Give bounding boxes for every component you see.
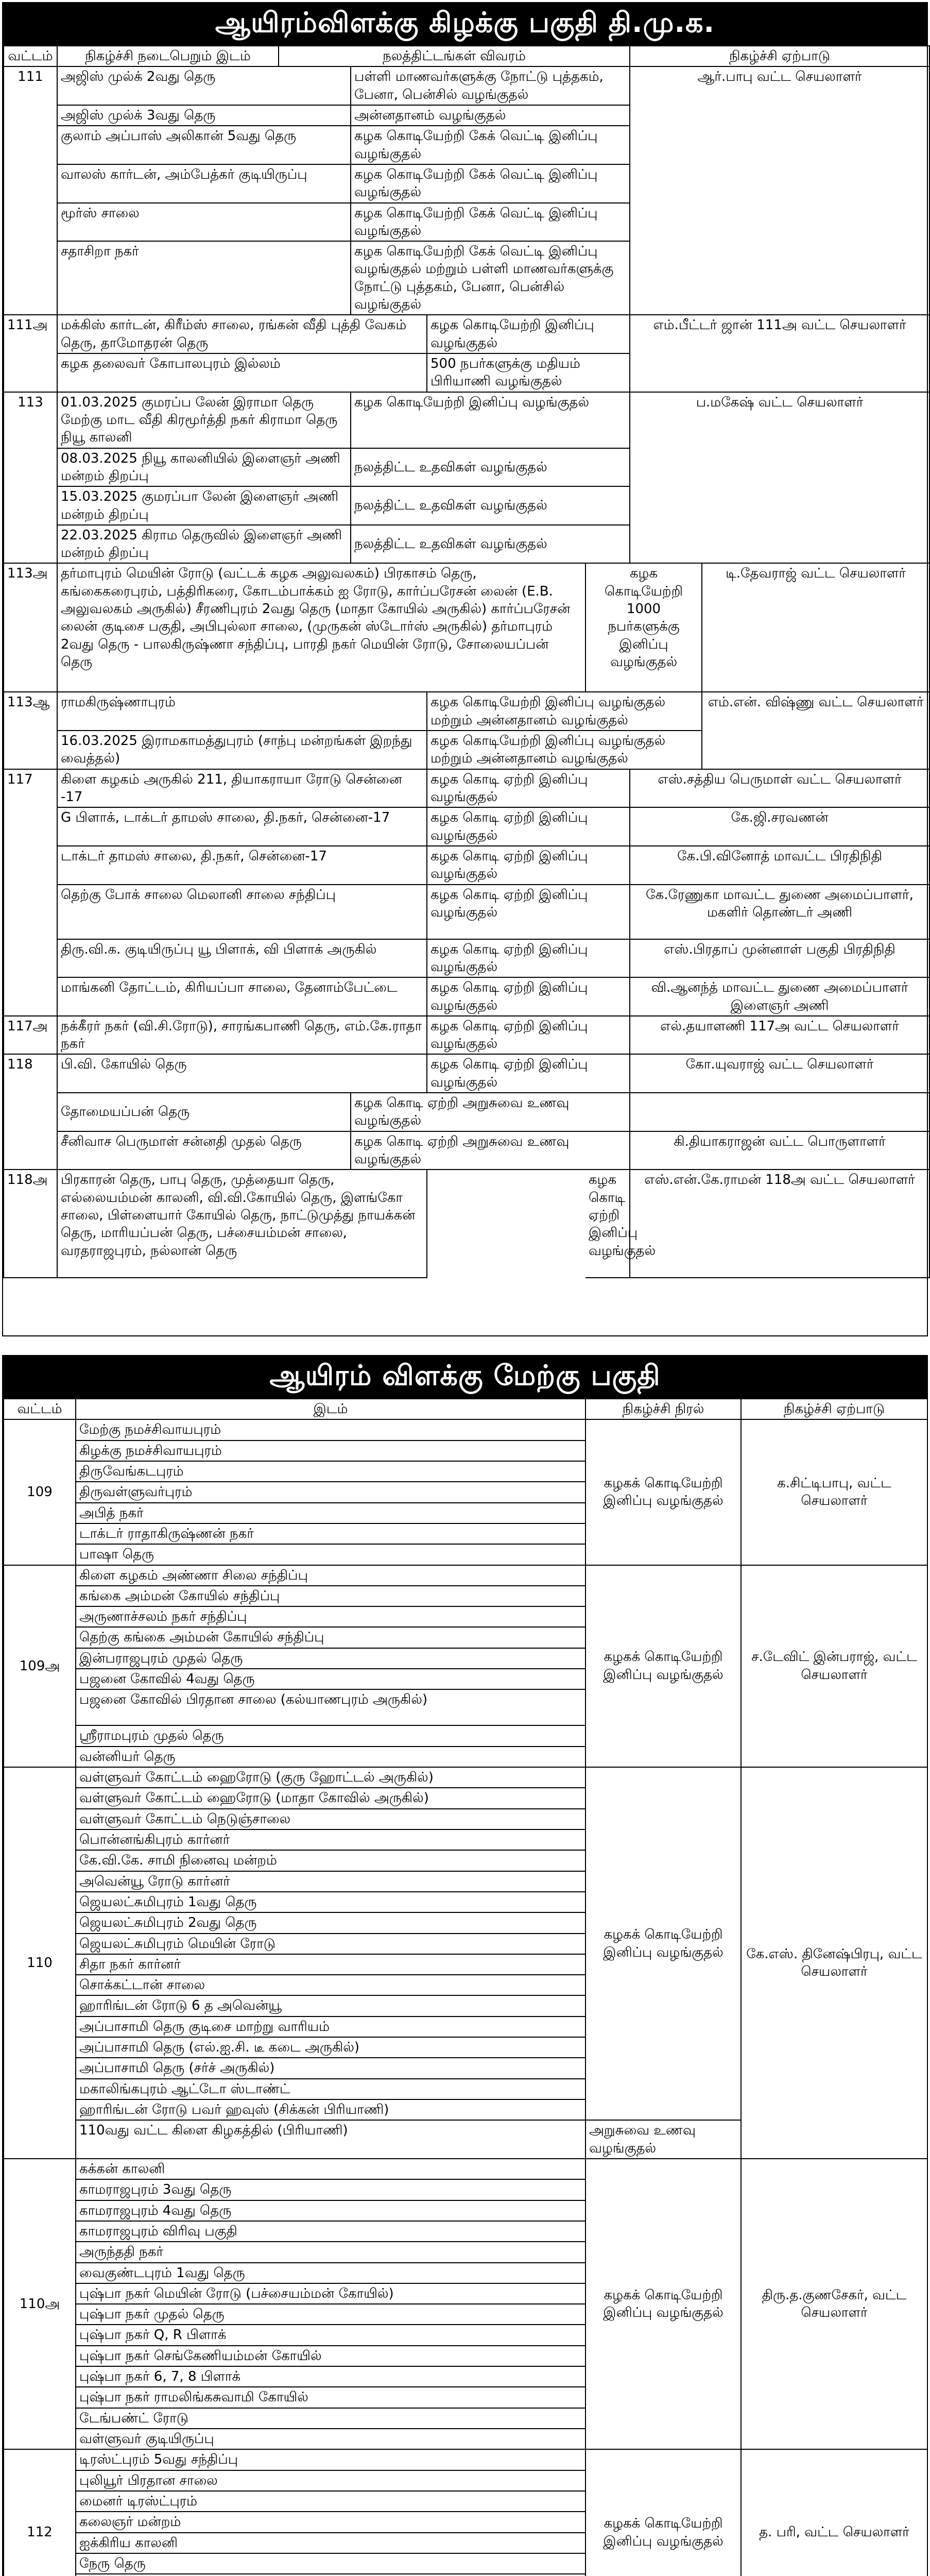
- spacer: [427, 1170, 585, 1278]
- place: பி.வி. கோயில் தெரு: [57, 1054, 427, 1093]
- organizer: கே.ஜி.சரவணன்: [630, 807, 929, 846]
- place: 08.03.2025 நியூ காலனியில் இளைஞர் அணி மன்றம் திறப்பு: [57, 448, 351, 487]
- scheme: கழக கொடியேற்றி கேக் வெட்டி இனிப்பு வழங்குதல்: [351, 126, 630, 164]
- scheme: கழக கொடி ஏற்றி இனிப்பு வழங்குதல்: [427, 1054, 630, 1093]
- table-row: [4, 1767, 927, 1788]
- place-cell: மேற்கு நமச்சிவாயபுரம்: [76, 1419, 585, 1440]
- place-cell: டிரஸ்ட்புரம் 5வது சந்திப்பு: [76, 2449, 585, 2470]
- place: ராமகிருஷ்ணாபுரம்: [57, 692, 427, 731]
- place-cell: புஷ்பா நகர் முதல் தெரு: [76, 2304, 585, 2325]
- ward-118: 118: [4, 1054, 57, 1170]
- place-cell: கக்கன் காலனி: [76, 2159, 585, 2179]
- place-cell: புலியூர் பிரதான சாலை: [76, 2470, 585, 2491]
- place: மாங்கனி தோட்டம், கிரியப்பா சாலை, தேனாம்பேட்டை: [57, 977, 427, 1016]
- scheme: கழக கொடியேற்றி இனிப்பு வழங்குதல்: [351, 392, 630, 448]
- place: தோமையப்பன் தெரு: [57, 1093, 351, 1131]
- place-cell: ஐக்கிரிய காலனி: [76, 2533, 585, 2553]
- header-place: நிகழ்ச்சி நடைபெறும் இடம்: [57, 46, 279, 66]
- program-cell: கழகக் கொடியேற்றி இனிப்பு வழங்குதல்: [585, 1565, 741, 1768]
- organizer-cell: ச.டேவிட் இன்பராஜ், வட்ட செயலாளர்: [741, 1565, 927, 1768]
- ward-113: 113: [4, 392, 57, 564]
- place-cell: நேரு தெரு: [76, 2553, 585, 2574]
- ward-111: 111: [4, 66, 57, 315]
- table-row: [4, 1054, 929, 1093]
- place-cell: பொன்னங்கிபுரம் கார்னர்: [76, 1829, 585, 1850]
- scheme: கழக கொடி ஏற்றி அறுசுவை உணவு வழங்குதல்: [351, 1131, 630, 1170]
- east-table: [3, 45, 930, 1278]
- place-cell: சிதா நகர் கார்னர்: [76, 1954, 585, 1975]
- place-cell: வைகுண்டபுரம் 1வது தெரு: [76, 2263, 585, 2283]
- place-cell: பஜனை கோவில் 4வது தெரு: [76, 1669, 585, 1689]
- organizer: எஸ்.என்.கே.ராமன் 118அ வட்ட செயலாளர்: [630, 1170, 929, 1278]
- place-cell: ஜெயலட்சுமிபுரம் 1வது தெரு: [76, 1892, 585, 1912]
- program-cell: கழகக் கொடியேற்றி இனிப்பு வழங்குதல்: [585, 2159, 741, 2449]
- table-row: [4, 1419, 927, 1440]
- place-cell: கே.வி.கே. சாமி நினைவு மன்றம்: [76, 1850, 585, 1871]
- place: 16.03.2025 இராமகாமத்துபுரம் (சாந்பு மன்றங்கள் இறந்து வைத்தல்): [57, 731, 427, 769]
- place-cell: திருவள்ளுவர்புரம்: [76, 1482, 585, 1502]
- organizer: எஸ்.சத்திய பெருமாள் வட்ட செயலாளர்: [630, 769, 929, 808]
- table-row: [4, 1170, 929, 1278]
- place-cell: அருணாச்சலம் நகர் சந்திப்பு: [76, 1606, 585, 1627]
- place-cell: கலைஞர் மன்றம்: [76, 2512, 585, 2532]
- place: அஜிஸ் முல்க் 3வது தெரு: [57, 105, 351, 126]
- place: தர்மாபுரம் மெயின் ரோடு (வட்டக் கழக அலுவலகம்) பிரகாசம் தெரு, கங்கைகரைபுரம், பத்திரிகரை, கோடம்பாக்கம் ஐ ரோடு, கார்ப்பரேசன் லைன் (E.B. அலுவலகம் அருகில்) சீரணிபுரம் 2வது தெரு (மாதா கோயில் அருகில்) கார்ப்பரேசன் லைன் குடிசை பகுதி, அபிபுல்லா சாலை, (முருகன் ஸ்டோர்ஸ் அருகில்) தர்மாபுரம் 2வது தெரு - பாலகிருஷ்ணா சந்திப்பு, பாரதி நகர் மெயின் ரோடு, சோலையப்பன் தெரு: [57, 563, 585, 692]
- place-cell: அபித் நகர்: [76, 1503, 585, 1523]
- place-cell: ஸ்ரீராமபுரம் முதல் தெரு: [76, 1725, 585, 1746]
- scheme: நலத்திட்ட உதவிகள் வழங்குதல்: [351, 448, 630, 487]
- ward-cell: 110: [4, 1767, 76, 2159]
- west-section: [2, 1355, 928, 2576]
- header-place: இடம்: [76, 1399, 585, 1419]
- program-cell: கழகக் கொடியேற்றி இனிப்பு வழங்குதல்: [585, 1419, 741, 1565]
- scheme: கழக கொடியேற்றி கேக் வெட்டி இனிப்பு வழங்குதல் மற்றும் பள்ளி மாணவர்களுக்கு நோட்டு புத்தகம், பேனா, பென்சில் வழங்குதல்: [351, 241, 630, 315]
- program-cell: அறுசுவை உணவு வழங்குதல்: [585, 2120, 741, 2159]
- place: அஜிஸ் முல்க் 2வது தெரு: [57, 66, 351, 105]
- place: குலாம் அப்பாஸ் அலிகான் 5வது தெரு: [57, 126, 351, 164]
- scheme: கழக கொடி ஏற்றி இனிப்பு வழங்குதல்: [585, 1170, 630, 1278]
- place-cell: மகாலிங்கபுரம் ஆட்டோ ஸ்டாண்ட்: [76, 2079, 585, 2099]
- header-scheme: நலத்திட்டங்கள் விவரம்: [279, 46, 630, 66]
- place-cell: வள்ளுவர் கோட்டம் ஹைரோடு (மாதா கோவில் அருகில்): [76, 1788, 585, 1808]
- header-organizer: நிகழ்ச்சி ஏற்பாடு: [630, 46, 929, 66]
- scheme: அன்னதானம் வழங்குதல்: [351, 105, 630, 126]
- ward-cell: 110அ: [4, 2159, 76, 2449]
- place-cell: ஜெயலட்சுமிபுரம் 2வது தெரு: [76, 1912, 585, 1933]
- place: பிரகாரன் தெரு, பாபு தெரு, முத்தையா தெரு, எல்லையம்மன் காலனி, வி.வி.கோயில் தெரு, இளங்கோ சாலை, பிள்ளையார் கோயில் தெரு, நாட்டுமுத்து நாயக்கன் தெரு, மாரியப்பன் தெரு, பச்சையம்மன் சாலை, வரதராஜபுரம், நல்லான் தெரு: [57, 1170, 427, 1278]
- organizer: எம்.என். விஷ்ணு வட்ட செயலாளர்: [702, 692, 929, 769]
- east-title: ஆயிரம்விளக்கு கிழக்கு பகுதி தி.மு.க.: [3, 3, 927, 45]
- organizer: எல்.தயாளணி 117அ வட்ட செயலாளர்: [630, 1016, 929, 1055]
- place-cell: அப்பாசாமி தெரு குடிசை மாற்று வாரியம்: [76, 2016, 585, 2037]
- table-row: [4, 563, 929, 692]
- table-row: [4, 1131, 929, 1170]
- table-row: [4, 885, 929, 939]
- place-cell: அப்பாசாமி தெரு (எல்.ஐ.சி. டீ கடை அருகில்): [76, 2037, 585, 2058]
- table-row: [4, 807, 929, 846]
- place-cell: கிழக்கு நமச்சிவாயபுரம்: [76, 1440, 585, 1461]
- program-cell: கழகக் கொடியேற்றி இனிப்பு வழங்குதல்: [585, 2449, 741, 2576]
- place-cell: தெற்கு கங்கை அம்மன் கோயில் சந்திப்பு: [76, 1627, 585, 1648]
- scheme: கழக கொடி ஏற்றி இனிப்பு வழங்குதல்: [427, 885, 630, 939]
- place: தெற்கு போக் சாலை மெலானி சாலை சந்திப்பு: [57, 885, 427, 939]
- place-cell: கிளை கழகம் அண்ணா சிலை சந்திப்பு: [76, 1565, 585, 1586]
- ward-118a: 118அ: [4, 1170, 57, 1278]
- place-cell: இன்பராஜபுரம் முதல் தெரு: [76, 1648, 585, 1669]
- place-cell: ஹாரிங்டன் ரோடு பவர் ஹவுஸ் (சிக்கன் பிரியாணி): [76, 2099, 585, 2120]
- place: G பிளாக், டாக்டர் தாமஸ் சாலை, தி.நகர், சென்னை-17: [57, 807, 427, 846]
- place: 22.03.2025 கிராம தெருவில் இளைஞர் அணி மன்றம் திறப்பு: [57, 525, 351, 564]
- place-cell: வள்ளுவர் கோட்டம் ஹைரோடு (குரு ஹோட்டல் அருகில்): [76, 1767, 585, 1788]
- place-cell: காமராஜபுரம் 4வது தெரு: [76, 2200, 585, 2221]
- place-cell: பஜனை கோவில் பிரதான சாலை (கல்யாணபுரம் அருகில்): [76, 1689, 585, 1725]
- organizer: எஸ்.பிரதாப் முன்னாள் பகுதி பிரதிநிதி: [630, 939, 929, 978]
- organizer-cell: த. பரி, வட்ட செயலாளர்: [741, 2449, 927, 2576]
- place-cell: அவென்யூ ரோடு கார்னர்: [76, 1871, 585, 1892]
- place: சீனிவாச பெருமாள் சன்னதி முதல் தெரு: [57, 1131, 351, 1170]
- scheme: பள்ளி மாணவர்களுக்கு நோட்டு புத்தகம், பேனா, பென்சில் வழங்குதல்: [351, 66, 630, 105]
- header-program: நிகழ்ச்சி நிரல்: [585, 1399, 741, 1419]
- organizer: கே.ரேணுகா மாவட்ட துணை அமைப்பாளர், மகளிர் தொண்டர் அணி: [630, 885, 929, 939]
- header-organizer: நிகழ்ச்சி ஏற்பாடு: [741, 1399, 927, 1419]
- table-row: [4, 66, 929, 105]
- place-cell: அருந்ததி நகர்: [76, 2242, 585, 2262]
- scheme: கழக கொடி ஏற்றி இனிப்பு வழங்குதல்: [427, 977, 630, 1016]
- ward-117a: 117அ: [4, 1016, 57, 1055]
- ward-cell: 109: [4, 1419, 76, 1565]
- place: சதாசிறா நகர்: [57, 241, 351, 315]
- west-body: [4, 1419, 927, 2576]
- scheme: கழக கொடியேற்றி இனிப்பு வழங்குதல்: [427, 315, 630, 353]
- place: வாலஸ் கார்டன், அம்பேத்கர் குடியிருப்பு: [57, 164, 351, 203]
- place: 01.03.2025 குமரப்ப லேன் இராமா தெரு மேற்கு மாட வீதி கிரமூர்த்தி நகர் கிராமா தெரு நியூ காலனி: [57, 392, 351, 448]
- organizer: கோ.யுவராஜ் வட்ட செயலாளர்: [630, 1054, 929, 1093]
- scheme: கழக கொடி ஏற்றி இனிப்பு வழங்குதல்: [427, 939, 630, 978]
- table-row: [4, 939, 929, 978]
- ward-111a: 111அ: [4, 315, 57, 392]
- ward-cell: 112: [4, 2449, 76, 2576]
- scheme: கழக கொடியேற்றி கேக் வெட்டி இனிப்பு வழங்குதல்: [351, 164, 630, 203]
- scheme: கழக கொடி ஏற்றி இனிப்பு வழங்குதல்: [427, 769, 630, 808]
- scheme: கழக கொடி ஏற்றி இனிப்பு வழங்குதல்: [427, 1016, 630, 1055]
- scheme: கழக கொடியேற்றி இனிப்பு வழங்குதல் மற்றும் அன்னதானம் வழங்குதல்: [427, 692, 702, 731]
- ward-cell: 109அ: [4, 1565, 76, 1768]
- west-table: [3, 1398, 928, 2576]
- table-row: [4, 977, 929, 1016]
- place: டாக்டர் தாமஸ் சாலை, தி.நகர், சென்னை-17: [57, 846, 427, 885]
- place-cell: பாஷா தெரு: [76, 1544, 585, 1565]
- place-cell: ஜெயலட்சுமிபுரம் மெயின் ரோடு: [76, 1934, 585, 1954]
- organizer: [630, 1093, 929, 1131]
- scheme: நலத்திட்ட உதவிகள் வழங்குதல்: [351, 525, 630, 564]
- scheme: கழக கொடி ஏற்றி இனிப்பு வழங்குதல்: [427, 846, 630, 885]
- place-cell: புஷ்பா நகர் Q, R பிளாக்: [76, 2325, 585, 2345]
- place-cell: புஷ்பா நகர் செங்கேணியம்மன் கோயில்: [76, 2346, 585, 2366]
- table-row: [4, 392, 929, 448]
- place-cell: கங்கை அம்மன் கோயில் சந்திப்பு: [76, 1586, 585, 1606]
- table-row: [4, 2449, 927, 2470]
- place-cell: அப்பாசாமி தெரு (சர்ச் அருகில்): [76, 2058, 585, 2078]
- place: மக்கிஸ் கார்டன், கிரீம்ஸ் சாலை, ரங்கன் வீதி புத்தி வேகம் தெரு, தாமோதரன் தெரு: [57, 315, 427, 353]
- table-row: [4, 1016, 929, 1055]
- organizer-cell: கே.எஸ். தினேஷ்பிரபு, வட்ட செயலாளர்: [741, 1767, 927, 2159]
- west-header-row: [4, 1399, 927, 1419]
- organizer-cell: க.சிட்டிபாபு, வட்ட செயலாளர்: [741, 1419, 927, 1565]
- place-cell: காமராஜபுரம் 3வது தெரு: [76, 2179, 585, 2200]
- organizer: எம்.பீட்டர் ஜான் 111அ வட்ட செயலாளர்: [630, 315, 929, 392]
- scheme: கழக கொடியேற்றி கேக் வெட்டி இனிப்பு வழங்குதல்: [351, 203, 630, 242]
- east-section: [2, 2, 928, 1336]
- header-ward: வட்டம்: [4, 1399, 76, 1419]
- ward-113b: 113ஆ: [4, 692, 57, 769]
- scheme: 500 நபர்களுக்கு மதியம் பிரியாணி வழங்குதல்: [427, 353, 630, 392]
- east-header-row: [4, 46, 929, 66]
- table-row: [4, 1565, 927, 1586]
- table-row: [4, 2159, 927, 2179]
- organizer-cell: திரு.த.குணசேகர், வட்ட செயலாளர்: [741, 2159, 927, 2449]
- header-ward: வட்டம்: [4, 46, 57, 66]
- place-cell: வள்ளுவர் கோட்டம் நெடுஞ்சாலை: [76, 1809, 585, 1829]
- scheme: கழக கொடியேற்றி 1000 நபர்களுக்கு இனிப்பு வழங்குதல்: [585, 563, 702, 692]
- place-cell: புஷ்பா நகர் மெயின் ரோடு (பச்சையம்மன் கோயில்): [76, 2283, 585, 2304]
- place: நக்கீரர் நகர் (வி.சி.ரோடு), சாரங்கபாணி தெரு, எம்.கே.ராதா நகர்: [57, 1016, 427, 1055]
- scheme: கழக கொடி ஏற்றி அறுசுவை உணவு வழங்குதல்: [351, 1093, 630, 1131]
- organizer: ஆர்.பாபு வட்ட செயலாளர்: [630, 66, 929, 315]
- place: 15.03.2025 குமரப்பா லேன் இளைஞர் அணி மன்றம் திறப்பு: [57, 486, 351, 525]
- table-row: [4, 1093, 929, 1131]
- table-row: [4, 846, 929, 885]
- table-row: [4, 692, 929, 731]
- organizer: கே.பி.வினோத் மாவட்ட பிரதிநிதி: [630, 846, 929, 885]
- place-cell: டாக்டர் ராதாகிருஷ்ணன் நகர்: [76, 1523, 585, 1544]
- place: கிளை கழகம் அருகில் 211, தியாகராயா ரோடு சென்னை -17: [57, 769, 427, 808]
- place: மூர்ஸ் சாலை: [57, 203, 351, 242]
- place-cell: புஷ்பா நகர் ராமலிங்கசுவாமி கோயில்: [76, 2387, 585, 2408]
- table-row: [4, 769, 929, 808]
- place-cell: டேங்பண்ட் ரோடு: [76, 2408, 585, 2429]
- table-row: [4, 315, 929, 353]
- place-cell: திருவேங்கடபுரம்: [76, 1461, 585, 1482]
- ward-113a: 113அ: [4, 563, 57, 692]
- place-cell: வன்னியர் தெரு: [76, 1747, 585, 1767]
- place-cell: சொக்கட்டான் சாலை: [76, 1975, 585, 1995]
- place-cell: காமராஜபுரம் விரிவு பகுதி: [76, 2221, 585, 2242]
- place-cell: புஷ்பா நகர் 6, 7, 8 பிளாக்: [76, 2366, 585, 2387]
- place-cell: வள்ளுவர் குடியிருப்பு: [76, 2429, 585, 2449]
- organizer: ப.மகேஷ் வட்ட செயலாளர்: [630, 392, 929, 564]
- organizer: கி.தியாகராஜன் வட்ட பொருளாளர்: [630, 1131, 929, 1170]
- ward-117: 117: [4, 769, 57, 1016]
- west-title: ஆயிரம் விளக்கு மேற்கு பகுதி: [3, 1356, 927, 1398]
- place-cell: [76, 2574, 585, 2576]
- scheme: நலத்திட்ட உதவிகள் வழங்குதல்: [351, 486, 630, 525]
- scheme: கழக கொடி ஏற்றி இனிப்பு வழங்குதல்: [427, 807, 630, 846]
- program-cell: கழகக் கொடியேற்றி இனிப்பு வழங்குதல்: [585, 1767, 741, 2120]
- place-cell: 110வது வட்ட கிளை கிழகத்தில் (பிரியாணி): [76, 2120, 585, 2159]
- place: கழக தலைவர் கோபாலபுரம் இல்லம்: [57, 353, 427, 392]
- place: திரு.வி.க. குடியிருப்பு யூ பிளாக், வி பிளாக் அருகில்: [57, 939, 427, 978]
- place-cell: மைனர் டிரஸ்ட்புரம்: [76, 2491, 585, 2512]
- organizer: டி.தேவராஜ் வட்ட செயலாளர்: [702, 563, 929, 692]
- organizer: வி.ஆனந்த் மாவட்ட துணை அமைப்பாளர் இளைஞர் அணி: [630, 977, 929, 1016]
- scheme: கழக கொடியேற்றி இனிப்பு வழங்குதல் மற்றும் அன்னதானம் வழங்குதல்: [427, 731, 702, 769]
- place-cell: ஹாரிங்டன் ரோடு 6 த அவென்யூ: [76, 1995, 585, 2016]
